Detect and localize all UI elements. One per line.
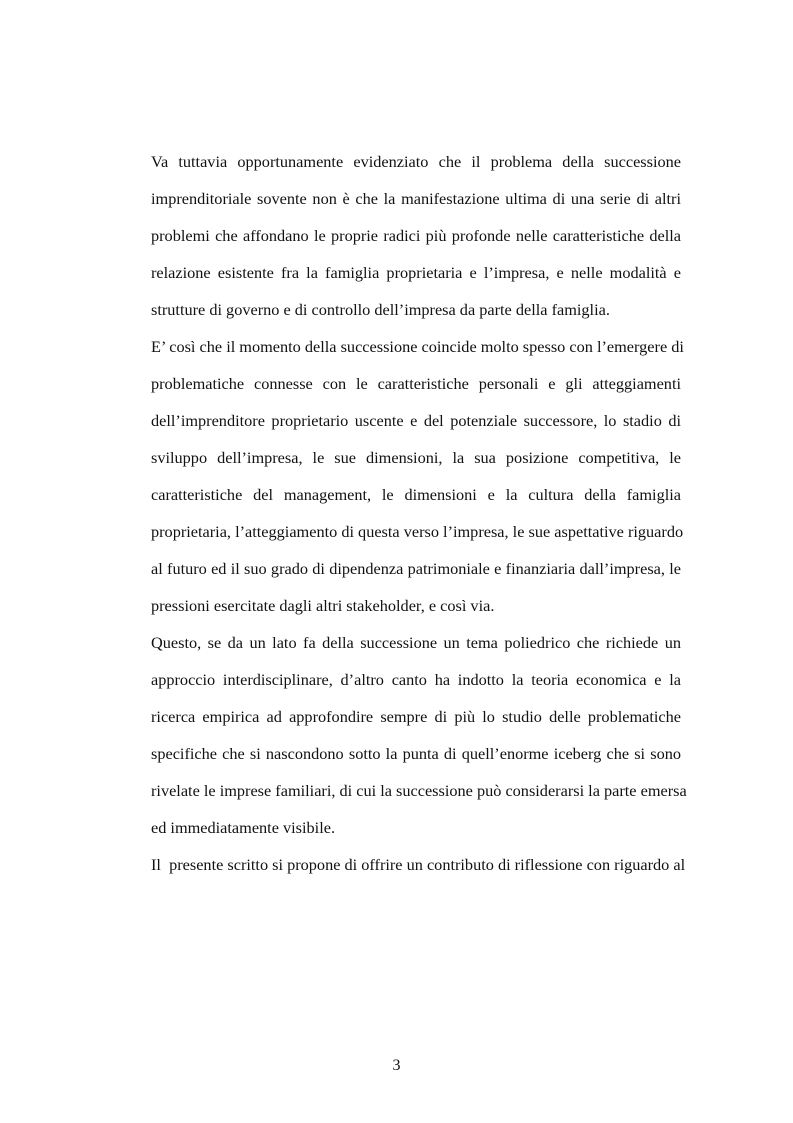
text-line: pressioni esercitate dagli altri stakeholder, e così via. xyxy=(151,596,495,615)
text-line: approccio interdisciplinare, d’altro canto ha indotto la teoria economica e la xyxy=(151,670,681,689)
text-line: Il presente scritto si propone di offrire un contributo di riflessione con riguardo al xyxy=(151,855,686,874)
text-line: al futuro ed il suo grado di dipendenza patrimoniale e finanziaria dall’impresa, le xyxy=(151,559,681,578)
text-line: rivelate le imprese familiari, di cui la successione può considerarsi la parte emersa xyxy=(151,781,687,800)
text-line: proprietaria, l’atteggiamento di questa verso l’impresa, le sue aspettative riguardo xyxy=(151,522,684,541)
text-line: relazione esistente fra la famiglia proprietaria e l’impresa, e nelle modalità e xyxy=(151,263,681,282)
text-line: E’ così che il momento della successione coincide molto spesso con l’emergere di xyxy=(151,337,684,356)
text-line: dell’imprenditore proprietario uscente e del potenziale successore, lo stadio di xyxy=(151,411,681,430)
text-line: strutture di governo e di controllo dell’impresa da parte della famiglia. xyxy=(151,300,610,319)
text-line: Questo, se da un lato fa della successione un tema poliedrico che richiede un xyxy=(151,633,681,652)
page-number: 3 xyxy=(392,1057,401,1074)
text-line: ricerca empirica ad approfondire sempre di più lo studio delle problematiche xyxy=(151,707,681,726)
text-line: specifiche che si nascondono sotto la punta di quell’enorme iceberg che si sono xyxy=(151,744,681,763)
text-line: ed immediatamente visibile. xyxy=(151,818,336,837)
text-line: Va tuttavia opportunamente evidenziato che il problema della successione xyxy=(151,152,681,171)
text-line: caratteristiche del management, le dimensioni e la cultura della famiglia xyxy=(151,485,681,504)
text-line: imprenditoriale sovente non è che la manifestazione ultima di una serie di altri xyxy=(151,189,681,208)
text-line: problematiche connesse con le caratteristiche personali e gli atteggiamenti xyxy=(151,374,681,393)
text-line: problemi che affondano le proprie radici più profonde nelle caratteristiche della xyxy=(151,226,681,245)
text-line: sviluppo dell’impresa, le sue dimensioni, la sua posizione competitiva, le xyxy=(151,448,681,467)
